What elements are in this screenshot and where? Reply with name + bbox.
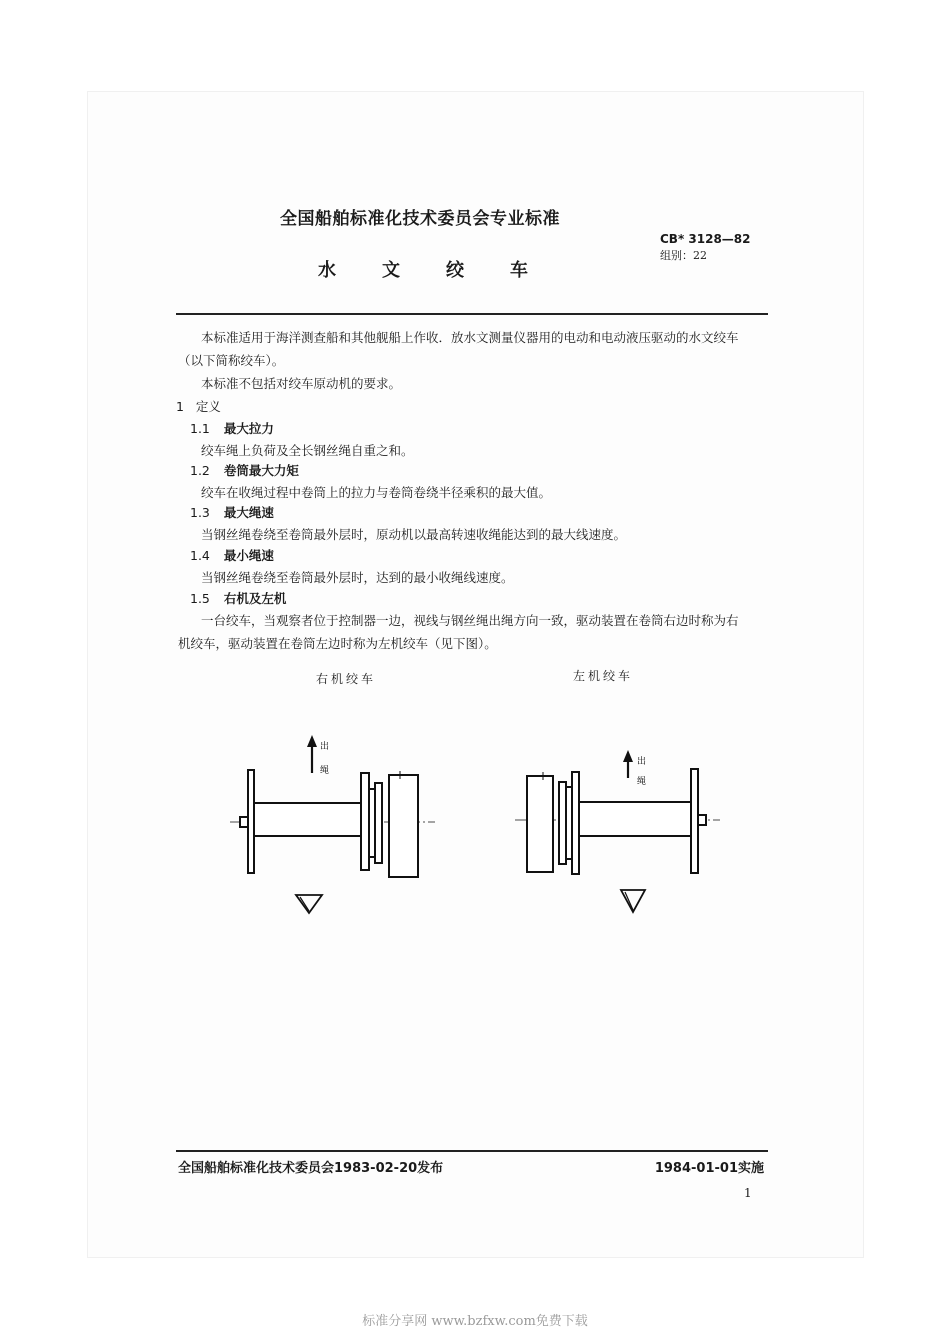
definition-text-1-1: 绞车绳上负荷及全长钢丝绳自重之和。 xyxy=(201,443,414,458)
clause-number: 1.2 xyxy=(190,463,210,478)
shaft-end xyxy=(698,815,706,825)
definition-heading-1-2 xyxy=(190,461,299,479)
clause-term: 最大绳速 xyxy=(223,505,274,520)
right-winch-caption: 右机绞车 xyxy=(316,672,377,686)
coupling xyxy=(559,782,566,864)
definition-heading-1-4 xyxy=(190,546,274,564)
intro-line-1: 本标准适用于海洋测查船和其他舰船上作收．放水文测量仪器用的电动和电动液压驱动的水文绞车 xyxy=(201,330,739,345)
intro-line-2: （以下简称绞车）。 xyxy=(178,353,285,368)
clause-term: 最大拉力 xyxy=(223,421,274,436)
drum-flange-right xyxy=(361,773,369,870)
drive-unit xyxy=(389,775,418,877)
eye-mark xyxy=(300,897,309,911)
header-divider xyxy=(176,313,768,315)
standard-code: CB* 3128—82 xyxy=(660,232,751,246)
definition-heading-1-3 xyxy=(190,503,274,521)
rope-out-label-1: 出 xyxy=(637,757,647,767)
issued-statement: 全国船舶标准化技术委员会1983-02-20发布 xyxy=(178,1161,444,1176)
drum-body xyxy=(254,803,361,836)
rope-out-label-2: 绳 xyxy=(637,777,647,787)
site-watermark-footer: 标准分享网 www.bzfxw.com免费下载 xyxy=(362,1314,588,1329)
shaft-end xyxy=(240,817,248,827)
page-number: 1 xyxy=(744,1186,752,1200)
group-number: 组别：22 xyxy=(660,249,707,262)
drive-unit xyxy=(527,776,553,872)
arrow-head xyxy=(307,735,317,747)
standard-title: 水文绞车 xyxy=(318,260,574,281)
section-title: 定义 xyxy=(195,399,221,414)
intro-line-3: 本标准不包括对绞车原动机的要求。 xyxy=(201,376,402,391)
organization-header: 全国船舶标准化技术委员会专业标准 xyxy=(280,209,560,229)
clause-number: 1.1 xyxy=(190,421,210,436)
definition-heading-1-5 xyxy=(190,589,286,607)
clause-number: 1.4 xyxy=(190,548,210,563)
implementation-date: 1984-01-01实施 xyxy=(654,1161,764,1176)
clause-term: 卷筒最大力矩 xyxy=(223,463,299,478)
clause-number: 1.3 xyxy=(190,505,210,520)
clause-number: 1.5 xyxy=(190,591,210,606)
drum-flange-left xyxy=(572,772,579,874)
definition-text-1-5-cont: 机绞车，驱动装置在卷筒左边时称为左机绞车（见下图）。 xyxy=(178,636,497,651)
coupling xyxy=(375,783,382,863)
section-number: 1 xyxy=(176,399,184,414)
definition-text-1-4: 当钢丝绳卷绕至卷筒最外层时，达到的最小收绳线速度。 xyxy=(201,570,514,585)
left-winch-caption: 左机绞车 xyxy=(573,669,634,683)
left-winch-diagram xyxy=(515,740,725,930)
footer-divider xyxy=(176,1150,768,1152)
definition-text-1-2: 绞车在收绳过程中卷筒上的拉力与卷筒卷绕半径乘积的最大值。 xyxy=(201,485,552,500)
section-1-heading xyxy=(176,397,221,415)
rope-out-label-1: 出 xyxy=(320,742,330,752)
definition-text-1-5: 一台绞车，当观察者位于控制器一边，视线与钢丝绳出绳方向一致，驱动装置在卷筒右边时称为右 xyxy=(201,613,739,628)
definition-heading-1-1 xyxy=(190,419,274,437)
definition-text-1-3: 当钢丝绳卷绕至卷筒最外层时，原动机以最高转速收绳能达到的最大线速度。 xyxy=(201,527,627,542)
clause-term: 右机及左机 xyxy=(223,591,287,606)
drum-body xyxy=(579,802,691,836)
drum-flange-right xyxy=(691,769,698,873)
clause-term: 最小绳速 xyxy=(223,548,274,563)
arrow-head xyxy=(623,750,633,762)
right-winch-diagram xyxy=(230,725,440,925)
rope-out-label-2: 绳 xyxy=(320,766,330,776)
